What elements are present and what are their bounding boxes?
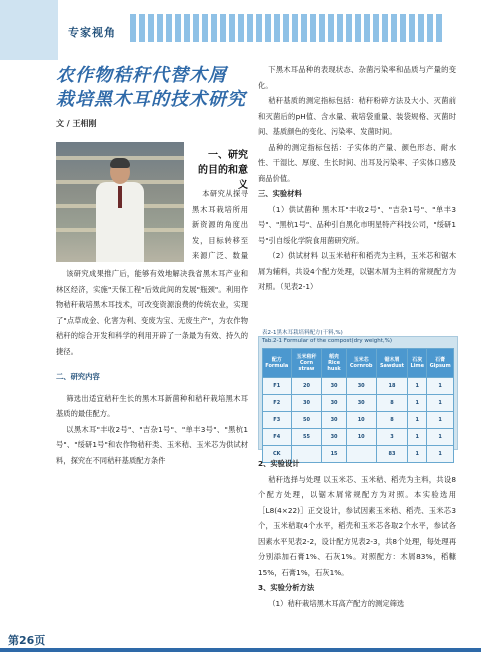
section-3-heading: 三、实验材料 [258, 189, 302, 198]
right-column-top [258, 62, 456, 295]
table-header: 配方 Formula [263, 349, 292, 378]
byline: 文 / 王相刚 [56, 119, 97, 128]
right-paragraph-3: 品种的测定指标包括：子实体的产量、颜色形态、耐水性、干湿比、厚度、生长时间、出耳及污染率、子实体口感及商品价值。 [258, 142, 456, 183]
table-caption: 表2-1黑木耳栽培料配方(干料,%) [262, 330, 343, 336]
table-header: 玉米芯 Cornrob [346, 349, 376, 378]
table-row: F1 20 30 30 18 1 1 [263, 378, 454, 395]
section-1-heading: 一、研究 的目的和意义 [198, 150, 248, 191]
table-header: 稻壳 Rice husk [322, 349, 346, 378]
formula-table [262, 348, 454, 463]
right-paragraph-1: 下黑木耳品种的表现状态、杂菌污染率和品质与产量的变化。 [258, 65, 456, 90]
table-header: 石灰 Lime [408, 349, 427, 378]
section-4-heading: 2、实验设计 [258, 459, 300, 468]
author-photo [56, 142, 184, 262]
table-row: F2 30 30 30 8 1 1 [263, 395, 454, 412]
right-paragraph-2: 秸秆基质的测定指标包括：秸秆粉碎方法及大小、灭菌前和灭菌后的pH值、含水量、栽培袋重量、装袋规格、灭菌时间、基质颜色的变化、污染率、发菌时间。 [258, 96, 456, 136]
sec2-paragraph-2: 以黑木耳"丰收2号"、"吉杂1号"、"单丰3号"、"黑杭1号"、"绥研1号"和农作物秸秆类、玉米秸、玉米芯为供试材料，探究在不同秸秆基质配方条件 [56, 424, 248, 465]
sec2-paragraph-1: 筛选出适宜秸秆生长的黑木耳新菌种和秸秆栽培黑木耳基质的最佳配方。 [56, 393, 248, 418]
sec5-paragraph: （1）秸秆栽培黑木耳高产配方的测定筛选 [268, 598, 405, 608]
page-number: 第26页 [8, 634, 46, 647]
footer-line [0, 648, 481, 652]
table-caption-en: Tab.2-1 Formular of the compost(dry weight,%) [262, 338, 393, 344]
researcher-figure [96, 160, 144, 262]
section-2-heading: 二、研究内容 [56, 372, 100, 381]
left-column-intro [192, 186, 248, 264]
title-line-1: 农作物秸秆代替木屑 [56, 65, 227, 86]
sec3-item-2: （2）供试材料 以玉米秸秆和稻壳为主料，玉米芯和锯木屑为辅料，共设4个配方处理，以锯木屑为主料的常规配方为对照。（见表2-1） [258, 251, 456, 291]
left-column-body [56, 266, 248, 468]
table-row: F4 55 30 10 3 1 1 [263, 429, 454, 446]
title-line-2: 栽培黑木耳的技术研究 [56, 89, 246, 110]
table-header: 锯木屑 Sawdust [376, 349, 408, 378]
table-header: 石膏 Gipsum [427, 349, 454, 378]
sec3-item-1: （1）供试菌种 黑木耳"丰收2号"、"吉杂1号"、"单丰3号"、"黑杭1号"、品种引自黑化市明星特产科技公司，"绥研1号"引自绥化学院食用菌研究所。 [258, 204, 456, 245]
intro-paragraph: 本研究从探寻黑木耳栽培所用新资源的角度出发，目标转移至来源广泛、数量 [192, 189, 248, 260]
article-title [56, 64, 246, 112]
section-5-heading: 3、实验分析方法 [258, 583, 315, 592]
right-column-bottom [258, 456, 456, 611]
table-header: 玉米秸秆 Corn straw [291, 349, 322, 378]
table-row: F3 50 30 10 8 1 1 [263, 412, 454, 429]
table-row: CK 15 83 1 1 [263, 446, 454, 463]
paragraph-2: 该研究成果推广后，能够有效地解决我省黑木耳产业和林区经济，实施"天保工程"后效此间的发展"瓶颈"。利用作物秸秆栽培黑木耳技术，可改变资源浪费的传统农业，实现了"点草成金、化害为利、变废为宝、无废生产"，为农作物秸秆的综合开发和科学的利用开辟了一条最为有效、持久的捷径。 [56, 269, 248, 356]
section-tag: 专家视角 [68, 26, 116, 39]
sec4-paragraph: 秸秆选择与处理 以玉米芯、玉米秸、稻壳为主料，共设8个配方处理，以锯木屑常规配方为对照。本实验选用［L8(4×22)］正交设计，参试因素玉米秸、稻壳、玉米芯3个，玉米秸取4个水平，稻壳和玉米芯各取2个水平，参试各因素水平见表2-2，设计配方见表2-3，共8个处理，每处理再分别添加石膏1%、石灰1%。对照配方：木屑83%，稻糠15%，石膏1%，石灰1%。 [258, 474, 456, 577]
